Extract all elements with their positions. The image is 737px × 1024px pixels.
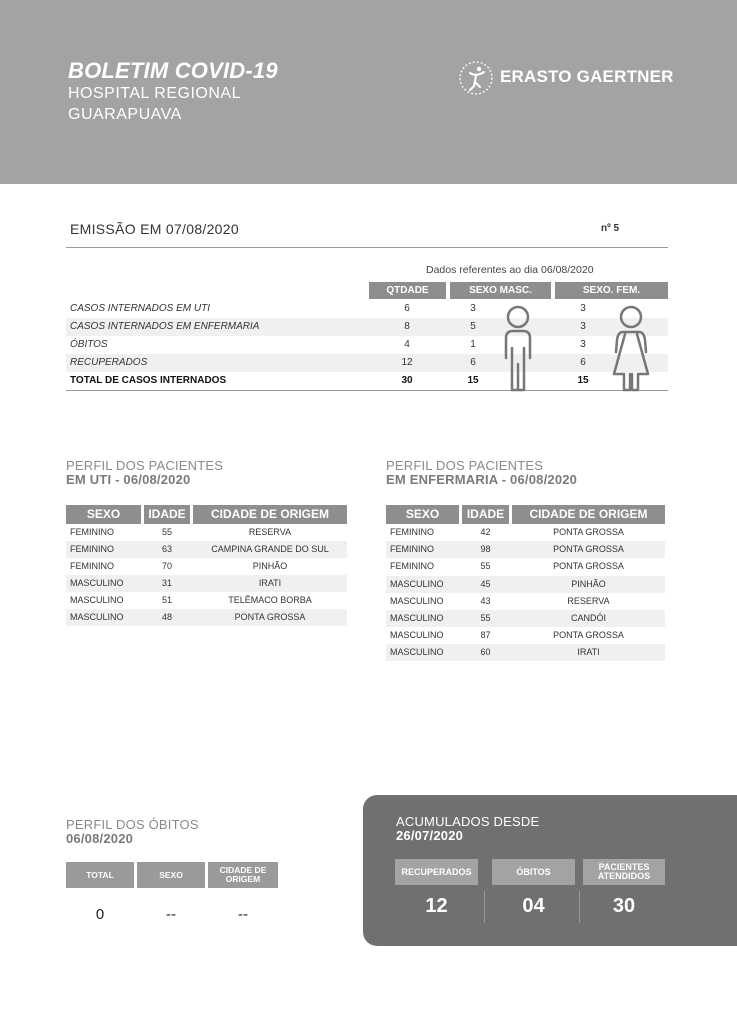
- idade-cell: 60: [480, 647, 491, 657]
- sexo-cell: FEMININO: [70, 544, 114, 554]
- sexo-cell: MASCULINO: [390, 630, 444, 640]
- bulletin-number: nº 5: [601, 223, 620, 234]
- issue-date: EMISSÃO EM 07/08/2020: [70, 221, 239, 237]
- obitos-cidade-value: --: [238, 906, 248, 923]
- table-row: [386, 524, 665, 541]
- sexo-cell: FEMININO: [70, 561, 114, 571]
- row-label: ÓBITOS: [70, 339, 108, 350]
- idade-cell: 87: [480, 630, 491, 640]
- col-header-cidade: CIDADE DE ORIGEM: [512, 505, 665, 524]
- cidade-cell: PONTA GROSSA: [553, 544, 624, 554]
- table-row: [66, 592, 347, 609]
- fem-value: 6: [580, 357, 586, 368]
- table-row: [386, 576, 665, 593]
- enfermaria-title-line1: PERFIL DOS PACIENTES: [386, 458, 544, 473]
- obitos-sexo-value: --: [166, 906, 176, 923]
- table-row: [386, 610, 665, 627]
- cidade-cell: RESERVA: [567, 596, 610, 606]
- uti-title-line1: PERFIL DOS PACIENTES: [66, 458, 224, 473]
- sexo-cell: FEMININO: [390, 527, 434, 537]
- col-header-idade: IDADE: [144, 505, 190, 524]
- obitos-section-title: [66, 818, 199, 846]
- table-row: [66, 524, 347, 541]
- obitos-total-value: 0: [95, 906, 105, 923]
- idade-cell: 55: [480, 561, 491, 571]
- idade-cell: 98: [480, 544, 491, 554]
- hospital-name-line2: GUARAPUAVA: [68, 106, 182, 123]
- obitos-title-line2: 06/08/2020: [66, 831, 134, 846]
- cidade-cell: PINHÃO: [252, 561, 288, 571]
- table-row: [386, 593, 665, 610]
- obitos-label: ÓBITOS: [492, 859, 575, 885]
- qtdade-value: 4: [404, 339, 410, 350]
- summary-row-obitos: [66, 336, 668, 354]
- data-reference-date: Dados referentes ao dia 06/08/2020: [426, 264, 594, 276]
- col-header-total: TOTAL: [66, 862, 134, 888]
- col-header-sexo: SEXO: [66, 505, 141, 524]
- cidade-cell: IRATI: [258, 578, 282, 588]
- sexo-cell: MASCULINO: [70, 578, 124, 588]
- summary-row-enfermaria: [66, 318, 668, 336]
- sexo-cell: FEMININO: [390, 561, 434, 571]
- obitos-value: 04: [522, 895, 545, 917]
- col-header-sexo-masc: SEXO MASC.: [450, 282, 551, 299]
- column-divider: [579, 891, 580, 923]
- cidade-cell: RESERVA: [248, 527, 292, 537]
- col-header-qtdade: QTDADE: [369, 282, 446, 299]
- cidade-cell: CANDÓI: [570, 613, 606, 623]
- header-banner: [0, 0, 737, 184]
- sexo-cell: MASCULINO: [70, 612, 124, 622]
- accumulated-title-line2: 26/07/2020: [396, 828, 464, 843]
- accumulated-title-line1: ACUMULADOS DESDE: [396, 814, 540, 829]
- summary-row-total: [66, 372, 668, 390]
- summary-row-uti: [66, 300, 668, 318]
- cidade-cell: IRATI: [577, 647, 600, 657]
- logo-emblem-icon: [458, 60, 494, 96]
- table-row: [66, 541, 347, 558]
- idade-cell: 63: [161, 544, 172, 554]
- hospital-name-line1: HOSPITAL REGIONAL: [68, 85, 241, 102]
- row-label: TOTAL DE CASOS INTERNADOS: [70, 375, 227, 386]
- qtdade-value: 8: [404, 321, 410, 332]
- qtdade-value: 12: [401, 357, 413, 368]
- idade-cell: 70: [161, 561, 172, 571]
- enfermaria-section-title: [386, 459, 577, 487]
- recuperados-value: 12: [425, 895, 448, 917]
- idade-cell: 42: [480, 527, 491, 537]
- pacientes-atendidos-value: 30: [612, 895, 636, 917]
- col-header-idade: IDADE: [462, 505, 509, 524]
- bulletin-title: BOLETIM COVID-19: [68, 58, 278, 83]
- table-row: [386, 558, 665, 575]
- cidade-cell: PONTA GROSSA: [553, 561, 624, 571]
- uti-title-line2: EM UTI - 06/08/2020: [66, 472, 191, 487]
- col-header-cidade: CIDADE DE ORIGEM: [208, 862, 278, 888]
- summary-row-recuperados: [66, 354, 668, 372]
- uti-section-title: [66, 459, 223, 487]
- masc-value: 15: [467, 375, 479, 386]
- summary-bottom-rule: [66, 390, 668, 391]
- masc-value: 5: [470, 321, 476, 332]
- cidade-cell: PONTA GROSSA: [553, 630, 624, 640]
- masc-value: 3: [470, 303, 476, 314]
- accumulated-title: [396, 815, 539, 843]
- male-figure-icon: [498, 304, 538, 394]
- table-row: [386, 541, 665, 558]
- col-header-sexo: SEXO: [386, 505, 459, 524]
- sexo-cell: MASCULINO: [390, 579, 444, 589]
- sexo-cell: MASCULINO: [390, 596, 444, 606]
- row-label: CASOS INTERNADOS EM ENFERMARIA: [70, 321, 260, 332]
- pacientes-atendidos-label: PACIENTES ATENDIDOS: [583, 859, 665, 885]
- col-header-sexo: SEXO: [137, 862, 205, 888]
- column-divider: [484, 891, 485, 923]
- fem-value: 3: [580, 321, 586, 332]
- female-figure-icon: [606, 304, 656, 394]
- table-row: [66, 609, 347, 626]
- cidade-cell: TELÊMACO BORBA: [228, 595, 312, 605]
- row-label: CASOS INTERNADOS EM UTI: [70, 303, 211, 314]
- idade-cell: 48: [161, 612, 172, 622]
- fem-value: 3: [580, 303, 586, 314]
- cidade-cell: PONTA GROSSA: [234, 612, 306, 622]
- sexo-cell: MASCULINO: [70, 595, 124, 605]
- idade-cell: 55: [480, 613, 491, 623]
- qtdade-value: 6: [404, 303, 410, 314]
- qtdade-value: 30: [401, 375, 413, 386]
- sexo-cell: MASCULINO: [390, 647, 444, 657]
- table-row: [386, 627, 665, 644]
- idade-cell: 45: [480, 579, 491, 589]
- sexo-cell: MASCULINO: [390, 613, 444, 623]
- erasto-gaertner-logo: [458, 60, 674, 96]
- masc-value: 1: [470, 339, 476, 350]
- col-header-sexo-fem: SEXO. FEM.: [555, 282, 668, 299]
- fem-value: 3: [580, 339, 586, 350]
- idade-cell: 43: [480, 596, 491, 606]
- obitos-title-line1: PERFIL DOS ÓBITOS: [66, 817, 199, 832]
- col-header-cidade: CIDADE DE ORIGEM: [193, 505, 347, 524]
- sexo-cell: FEMININO: [70, 527, 114, 537]
- table-row: [66, 575, 347, 592]
- idade-cell: 31: [161, 578, 172, 588]
- idade-cell: 51: [161, 595, 172, 605]
- logo-text: ERASTO GAERTNER: [500, 67, 674, 86]
- table-row: [386, 644, 665, 661]
- recuperados-label: RECUPERADOS: [395, 859, 478, 885]
- cidade-cell: PINHÃO: [571, 579, 606, 589]
- sexo-cell: FEMININO: [390, 544, 434, 554]
- cidade-cell: PONTA GROSSA: [553, 527, 624, 537]
- cidade-cell: CAMPINA GRANDE DO SUL: [211, 544, 329, 554]
- enfermaria-title-line2: EM ENFERMARIA - 06/08/2020: [386, 472, 578, 487]
- idade-cell: 55: [161, 527, 172, 537]
- masc-value: 6: [470, 357, 476, 368]
- table-row: [66, 558, 347, 575]
- row-label: RECUPERADOS: [70, 357, 148, 368]
- fem-value: 15: [577, 375, 589, 386]
- divider: [66, 247, 668, 248]
- accumulated-panel: [363, 795, 737, 946]
